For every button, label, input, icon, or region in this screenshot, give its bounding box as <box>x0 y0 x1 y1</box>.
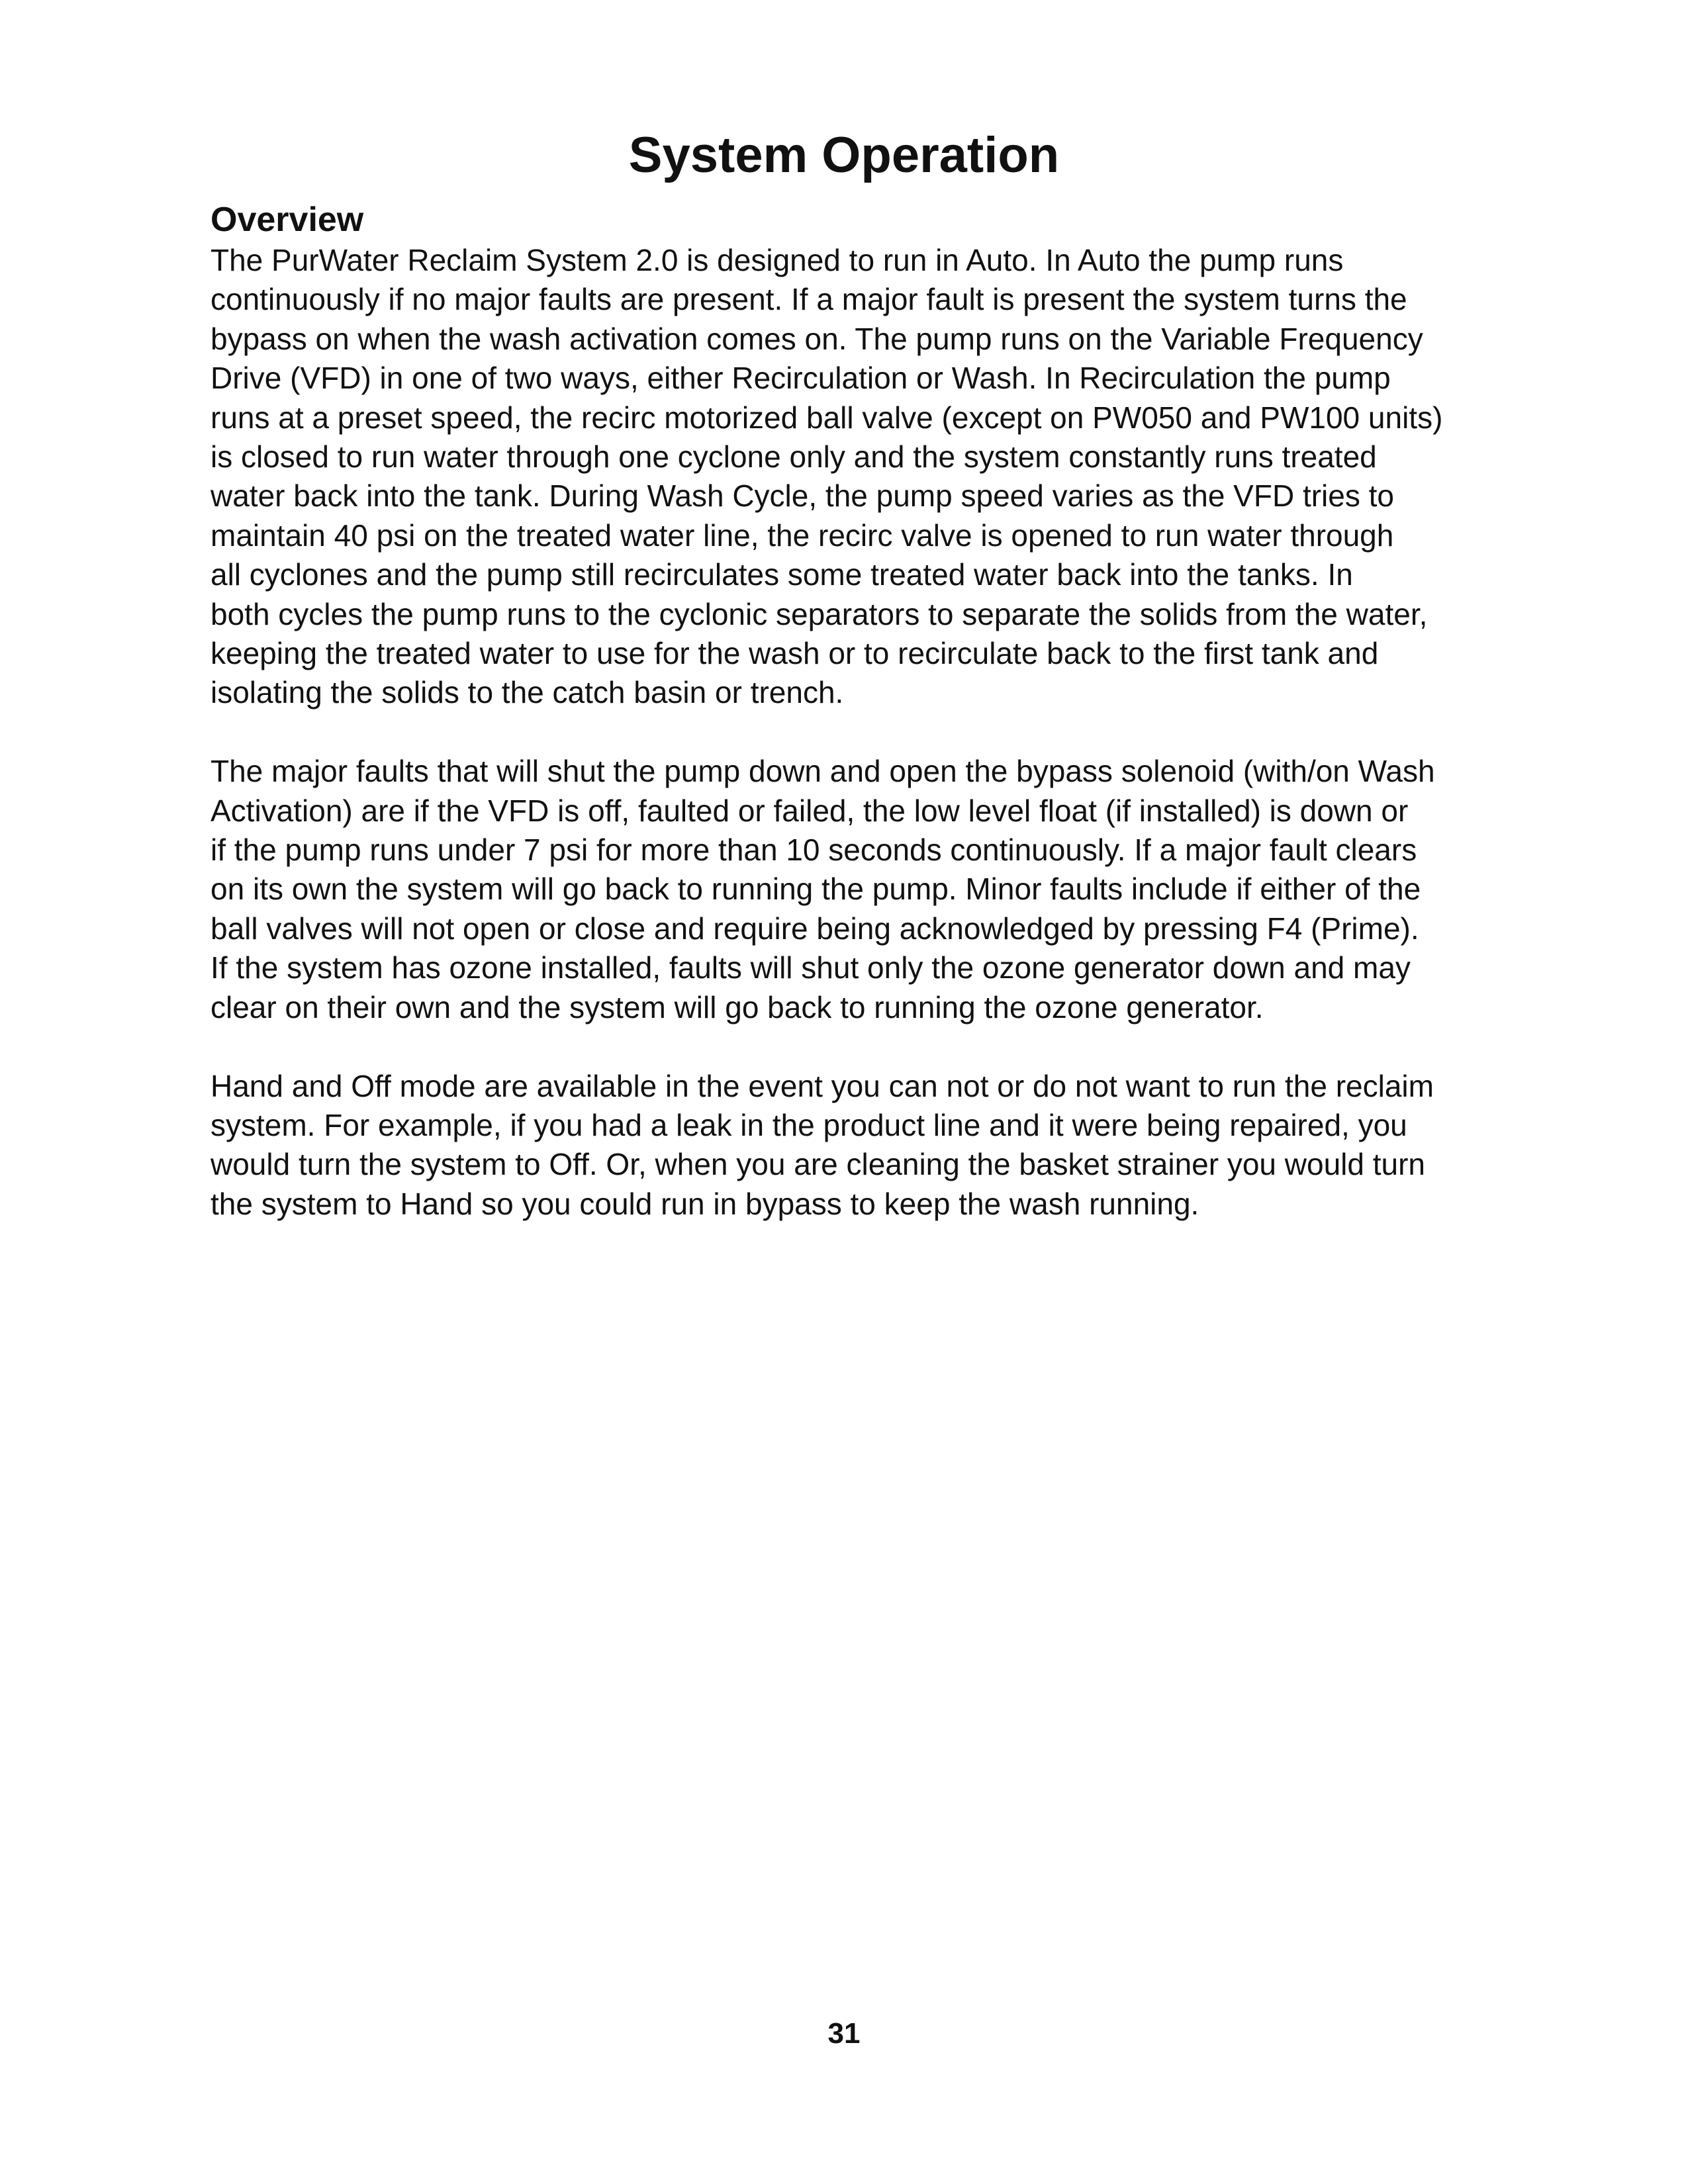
paragraph-system-description: The PurWater Reclaim System 2.0 is designed to run in Auto. In Auto the pump runs continuously if no major faults are present. If a major fault is present the system turns the bypass on when the wash activation comes on. The pump runs on the Variable Frequency Drive (VFD) in one of two ways, either Recirculation or Wash. In Recirculation the pump runs at a preset speed, the recirc motorized ball valve (except on PW050 and PW100 units) is closed to run water through one cyclone only and the system constantly runs treated water back into the tank. During Wash Cycle, the pump speed varies as the VFD tries to maintain 40 psi on the treated water line, the recirc valve is opened to run water through all cyclones and the pump still recirculates some treated water back into the tanks. In both cycles the pump runs to the cyclonic separators to separate the solids from the water, keeping the treated water to use for the wash or to recirculate back to the first tank and isolating the solids to the catch basin or trench. <box>211 243 1443 710</box>
page-number: 31 <box>827 2017 861 2050</box>
page-title: System Operation <box>628 127 1060 183</box>
overview-section <box>211 199 1521 1263</box>
paragraph-faults: The major faults that will shut the pump down and open the bypass solenoid (with/on Wash Activation) are if the VFD is off, faulted or failed, the low level float (if installed) is down or if the pump runs under 7 psi for more than 10 seconds continuously. If a major fault clears on its own the system will go back to running the pump. Minor faults include if either of the ball valves will not open or close and require being acknowledged by pressing F4 (Prime). If the system has ozone installed, faults will shut only the ozone generator down and may clear on their own and the system will go back to running the ozone generator. <box>211 754 1435 1024</box>
paragraph-hand-off-mode: Hand and Off mode are available in the event you can not or do not want to run the reclaim system. For example, if you had a leak in the product line and it were being repaired, you would turn the system to Off. Or, when you are cleaning the basket strainer you would turn the system to Hand so you could run in bypass to keep the wash running. <box>211 1068 1434 1221</box>
section-heading-overview: Overview <box>211 201 364 239</box>
